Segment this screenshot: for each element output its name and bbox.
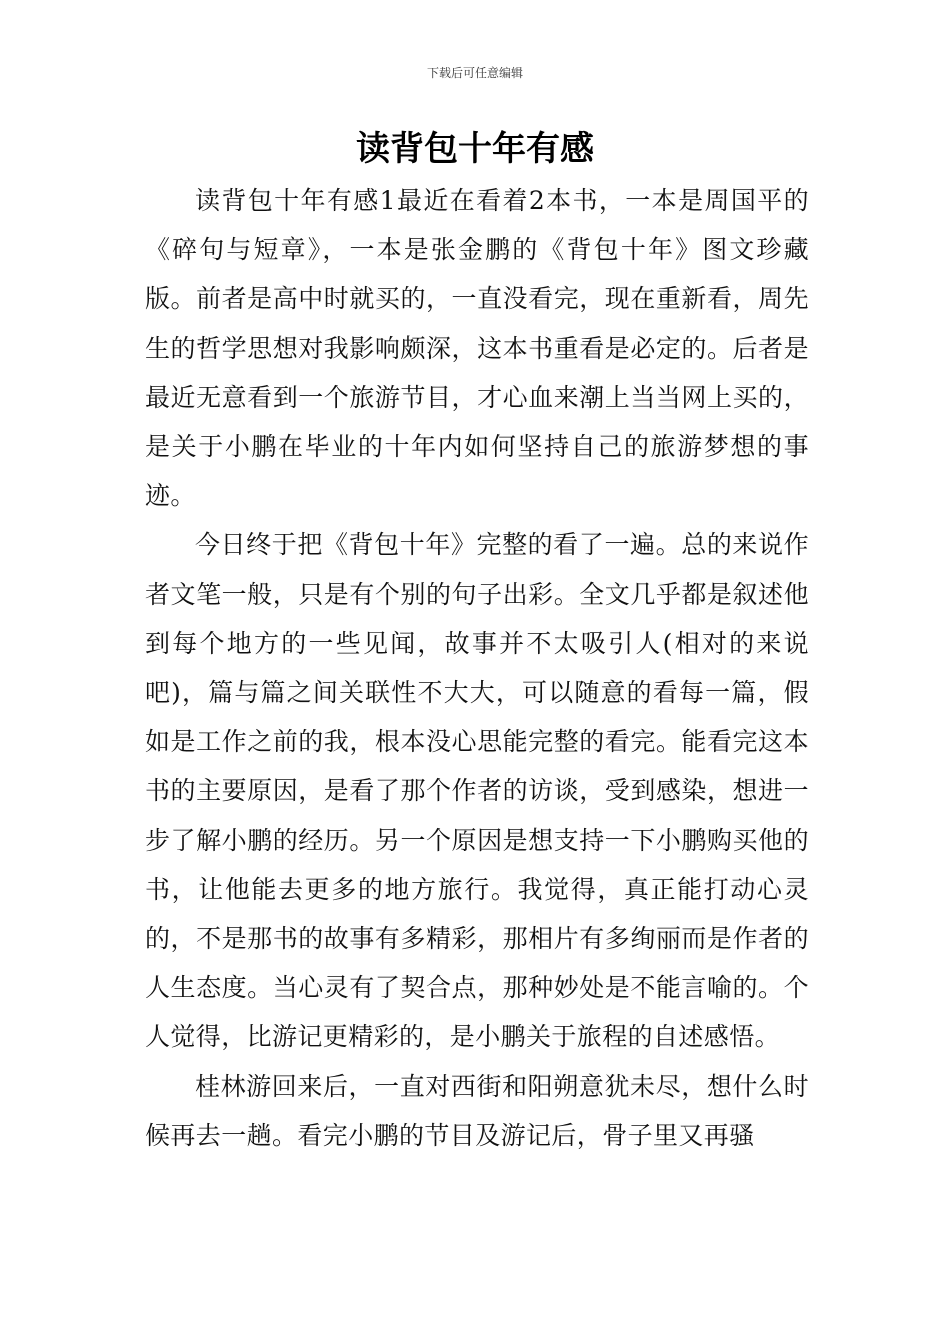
- paragraph-3: 桂林游回来后，一直对西街和阳朔意犹未尽，想什么时候再去一趟。看完小鹏的节目及游记后，骨子里又再骚: [145, 1071, 809, 1150]
- document-title: 读背包十年有感: [356, 129, 594, 169]
- document-body: [145, 176, 809, 1160]
- paragraph-2: 今日终于把《背包十年》完整的看了一遍。总的来说作者文笔一般，只是有个别的句子出彩。全文几乎都是叙述他到每个地方的一些见闻，故事并不太吸引人(相对的来说吧)，篇与篇之间关联性不大大，可以随意的看每一篇，假如是工作之前的我，根本没心思能完整的看完。能看完这本书的主要原因，是看了那个作者的访谈，受到感染，想进一步了解小鹏的经历。另一个原因是想支持一下小鹏购买他的书，让他能去更多的地方旅行。我觉得，真正能打动心灵的，不是那书的故事有多精彩，那相片有多绚丽而是作者的人生态度。当心灵有了契合点，那种妙处是不能言喻的。个人觉得，比游记更精彩的，是小鹏关于旅程的自述感悟。: [145, 530, 809, 1052]
- paragraph-1: 读背包十年有感1最近在看着2本书，一本是周国平的《碎句与短章》，一本是张金鹏的《背包十年》图文珍藏版。前者是高中时就买的，一直没看完，现在重新看，周先生的哲学思想对我影响颇深，这本书重看是必定的。后者是最近无意看到一个旅游节目，才心血来潮上当当网上买的，是关于小鹏在毕业的十年内如何坚持自己的旅游梦想的事迹。: [145, 186, 809, 511]
- download-note: 下载后可任意编辑: [426, 66, 523, 80]
